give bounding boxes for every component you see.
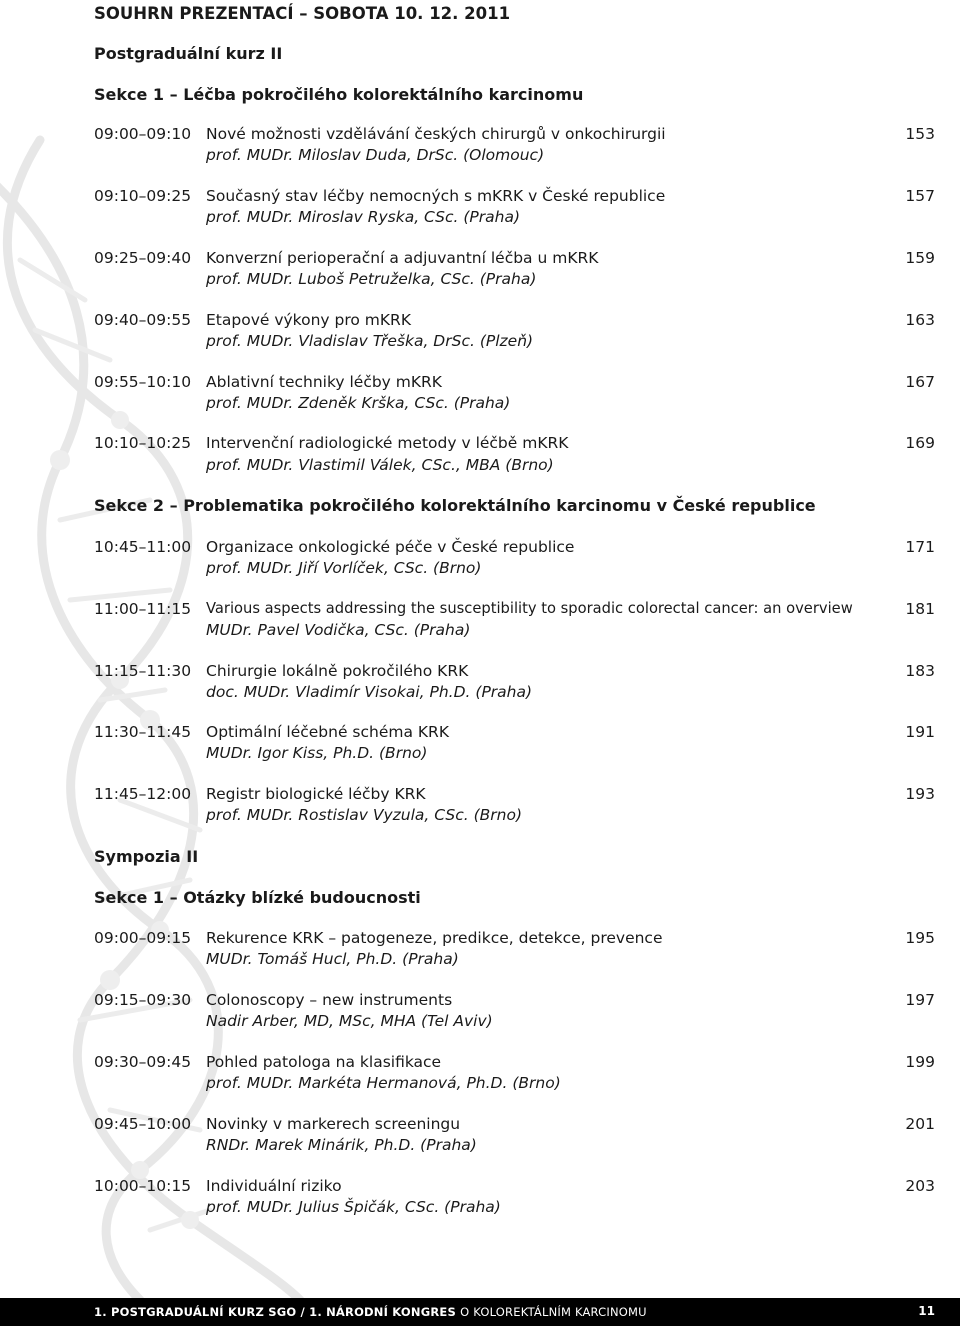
entry-time: 09:00–09:15 bbox=[94, 929, 192, 947]
entry-title: Various aspects addressing the susceptibility to sporadic colorectal cancer: an overview bbox=[206, 600, 853, 617]
entry-author: MUDr. Igor Kiss, Ph.D. (Brno) bbox=[206, 744, 428, 762]
entry-title: Novinky v markerech screeningu bbox=[206, 1115, 461, 1133]
entry-page: 181 bbox=[905, 600, 935, 618]
entry-author: prof. MUDr. Rostislav Vyzula, CSc. (Brno) bbox=[206, 806, 523, 824]
footer-congress: 1. POSTGRADUÁLNÍ KURZ SGO / 1. NÁRODNÍ KONGRES bbox=[94, 1305, 461, 1319]
entry-time: 11:00–11:15 bbox=[94, 600, 192, 618]
entry-page: 203 bbox=[905, 1177, 935, 1195]
entry-time: 09:30–09:45 bbox=[94, 1053, 192, 1071]
footer-bar bbox=[0, 1298, 960, 1326]
entry-page: 157 bbox=[905, 187, 935, 205]
entry-author: RNDr. Marek Minárik, Ph.D. (Praha) bbox=[206, 1136, 477, 1154]
entry-author: MUDr. Pavel Vodička, CSc. (Praha) bbox=[206, 621, 471, 639]
entry-page: 167 bbox=[905, 373, 935, 391]
entry-page: 183 bbox=[905, 662, 935, 680]
entry-title: Chirurgie lokálně pokročilého KRK bbox=[206, 662, 469, 680]
entry-title: Optimální léčebné schéma KRK bbox=[206, 723, 449, 741]
entry-time: 09:45–10:00 bbox=[94, 1115, 192, 1133]
footer-text bbox=[94, 1305, 647, 1319]
entry-author: prof. MUDr. Julius Špičák, CSc. (Praha) bbox=[206, 1198, 501, 1216]
entry-page: 195 bbox=[905, 929, 935, 947]
entry-author: doc. MUDr. Vladimír Visokai, Ph.D. (Praha) bbox=[206, 683, 533, 701]
entry-page: 201 bbox=[905, 1115, 935, 1133]
entry-page: 153 bbox=[905, 125, 935, 143]
footer-topic: O KOLOREKTÁLNÍM KARCINOMU bbox=[460, 1305, 647, 1319]
entry-title: Intervenční radiologické metody v léčbě mKRK bbox=[206, 434, 569, 452]
entry-title: Registr biologické léčby KRK bbox=[206, 785, 426, 803]
entry-title: Konverzní perioperační a adjuvantní léčba u mKRK bbox=[206, 249, 599, 267]
entry-author: prof. MUDr. Luboš Petruželka, CSc. (Praha) bbox=[206, 270, 537, 288]
entry-title: Etapové výkony pro mKRK bbox=[206, 311, 411, 329]
entry-title: Nové možnosti vzdělávání českých chirurgů v onkochirurgii bbox=[206, 125, 666, 143]
entry-time: 10:10–10:25 bbox=[94, 434, 192, 452]
entry-author: prof. MUDr. Markéta Hermanová, Ph.D. (Brno) bbox=[206, 1074, 561, 1092]
entry-author: Nadir Arber, MD, MSc, MHA (Tel Aviv) bbox=[206, 1012, 493, 1030]
entry-title: Současný stav léčby nemocných s mKRK v České republice bbox=[206, 187, 666, 205]
entry-author: prof. MUDr. Miloslav Duda, DrSc. (Olomouc) bbox=[206, 146, 545, 164]
entry-title: Rekurence KRK – patogeneze, predikce, detekce, prevence bbox=[206, 929, 663, 947]
entry-time: 09:55–10:10 bbox=[94, 373, 192, 391]
entry-page: 199 bbox=[905, 1053, 935, 1071]
section-heading-1: Sekce 1 – Léčba pokročilého kolorektálního karcinomu bbox=[94, 85, 584, 104]
entry-title: Individuální riziko bbox=[206, 1177, 342, 1195]
entry-time: 11:30–11:45 bbox=[94, 723, 192, 741]
entry-author: prof. MUDr. Jiří Vorlíček, CSc. (Brno) bbox=[206, 559, 482, 577]
entry-author: prof. MUDr. Vladislav Třeška, DrSc. (Plzeň) bbox=[206, 332, 534, 350]
entry-page: 191 bbox=[905, 723, 935, 741]
entry-time: 09:40–09:55 bbox=[94, 311, 192, 329]
entry-time: 10:45–11:00 bbox=[94, 538, 192, 556]
entry-time: 09:15–09:30 bbox=[94, 991, 192, 1009]
entry-time: 10:00–10:15 bbox=[94, 1177, 192, 1195]
entry-title: Colonoscopy – new instruments bbox=[206, 991, 453, 1009]
entry-page: 193 bbox=[905, 785, 935, 803]
entry-page: 163 bbox=[905, 311, 935, 329]
entry-title: Ablativní techniky léčby mKRK bbox=[206, 373, 442, 391]
page-number: 11 bbox=[918, 1304, 935, 1318]
entry-time: 11:15–11:30 bbox=[94, 662, 192, 680]
entry-author: prof. MUDr. Miroslav Ryska, CSc. (Praha) bbox=[206, 208, 521, 226]
section-heading-2: Sekce 2 – Problematika pokročilého kolorektálního karcinomu v České republice bbox=[94, 496, 816, 515]
course-heading: Postgraduální kurz II bbox=[94, 44, 283, 63]
entry-page: 171 bbox=[905, 538, 935, 556]
entry-title: Organizace onkologické péče v České republice bbox=[206, 538, 575, 556]
entry-author: MUDr. Tomáš Hucl, Ph.D. (Praha) bbox=[206, 950, 459, 968]
entry-page: 159 bbox=[905, 249, 935, 267]
entry-time: 09:25–09:40 bbox=[94, 249, 192, 267]
entry-page: 169 bbox=[905, 434, 935, 452]
entry-author: prof. MUDr. Zdeněk Krška, CSc. (Praha) bbox=[206, 394, 511, 412]
entry-time: 09:00–09:10 bbox=[94, 125, 192, 143]
entry-page: 197 bbox=[905, 991, 935, 1009]
entry-time: 11:45–12:00 bbox=[94, 785, 192, 803]
entry-title: Pohled patologa na klasifikace bbox=[206, 1053, 442, 1071]
symposium-heading: Sympozia II bbox=[94, 847, 199, 866]
entry-time: 09:10–09:25 bbox=[94, 187, 192, 205]
page-title: SOUHRN PREZENTACÍ – SOBOTA 10. 12. 2011 bbox=[94, 4, 511, 23]
section-heading-3: Sekce 1 – Otázky blízké budoucnosti bbox=[94, 888, 421, 907]
entry-author: prof. MUDr. Vlastimil Válek, CSc., MBA (Brno) bbox=[206, 456, 554, 474]
